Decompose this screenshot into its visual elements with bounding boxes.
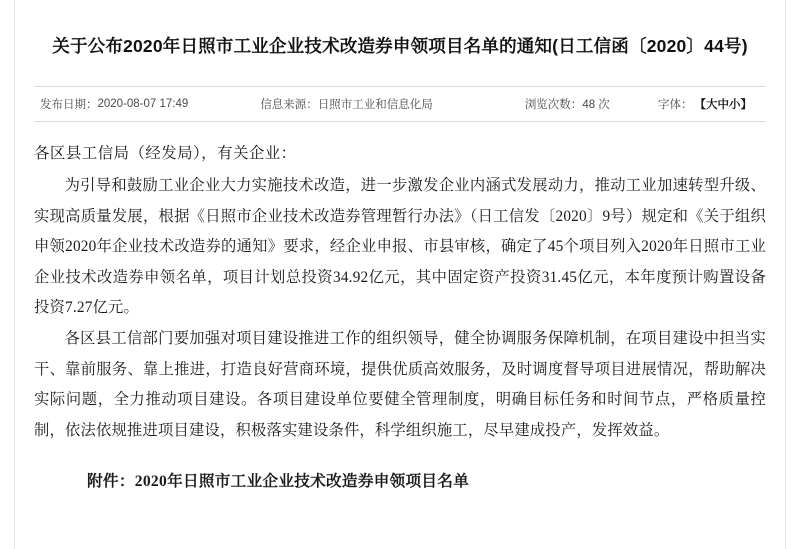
right-rule bbox=[785, 0, 786, 549]
attachment-label: 附件： bbox=[87, 473, 135, 491]
source-value: 日照市工业和信息化局 bbox=[317, 98, 433, 111]
font-size-control[interactable] bbox=[658, 96, 752, 112]
font-size-options[interactable]: 【大中小】 bbox=[694, 98, 752, 111]
left-rule bbox=[14, 0, 15, 549]
views-value: 48 次 bbox=[582, 98, 610, 111]
font-size-label: 字体： bbox=[658, 98, 693, 111]
publish-date-label: 发布日期： bbox=[40, 98, 98, 111]
body-paragraph-2: 各区县工信部门要加强对项目建设推进工作的组织领导，健全协调服务保障机制，在项目建设中担当实干、靠前服务、靠上推进，打造良好营商环境，提供优质高效服务，及时调度督导项目进展情况，帮助解决实际问题，全力推动项目建设。各项目建设单位要健全管理制度，明确目标任务和时间节点，严格质量控制，依法依规推进项目建设，积极落实建设条件，科学组织施工，尽早建成投产，发挥效益。 bbox=[34, 329, 766, 439]
publish-date-value: 2020-08-07 17:49 bbox=[97, 97, 189, 110]
document-meta-bar bbox=[34, 86, 766, 122]
body-paragraph-1: 为引导和鼓励工业企业大力实施技术改造，进一步激发企业内涵式发展动力，推动工业加速转型升级、实现高质量发展，根据《日照市企业技术改造券管理暂行办法》（日工信发〔2020〕9号）规定和《关于组织申领2020年企业技术改造券的通知》要求，经企业申报、市县审核，确定了45个项目列入2020年日照市工业企业技术改造券申领名单，项目计划总投资34.92亿元，其中固定资产投资31.45亿元，本年度预计购置设备投资7.27亿元。 bbox=[34, 176, 766, 317]
source-label: 信息来源： bbox=[260, 98, 318, 111]
salutation: 各区县工信局（经发局），有关企业： bbox=[34, 144, 297, 162]
document-body bbox=[34, 122, 766, 498]
attachment-name: 2020年日照市工业企业技术改造券申领项目名单 bbox=[134, 473, 470, 491]
attachment-line bbox=[34, 446, 766, 497]
document-content bbox=[34, 0, 766, 497]
page-title: 关于公布2020年日照市工业企业技术改造券申领项目名单的通知(日工信函〔2020〕44号) bbox=[52, 35, 748, 56]
views-label: 浏览次数： bbox=[524, 98, 583, 111]
